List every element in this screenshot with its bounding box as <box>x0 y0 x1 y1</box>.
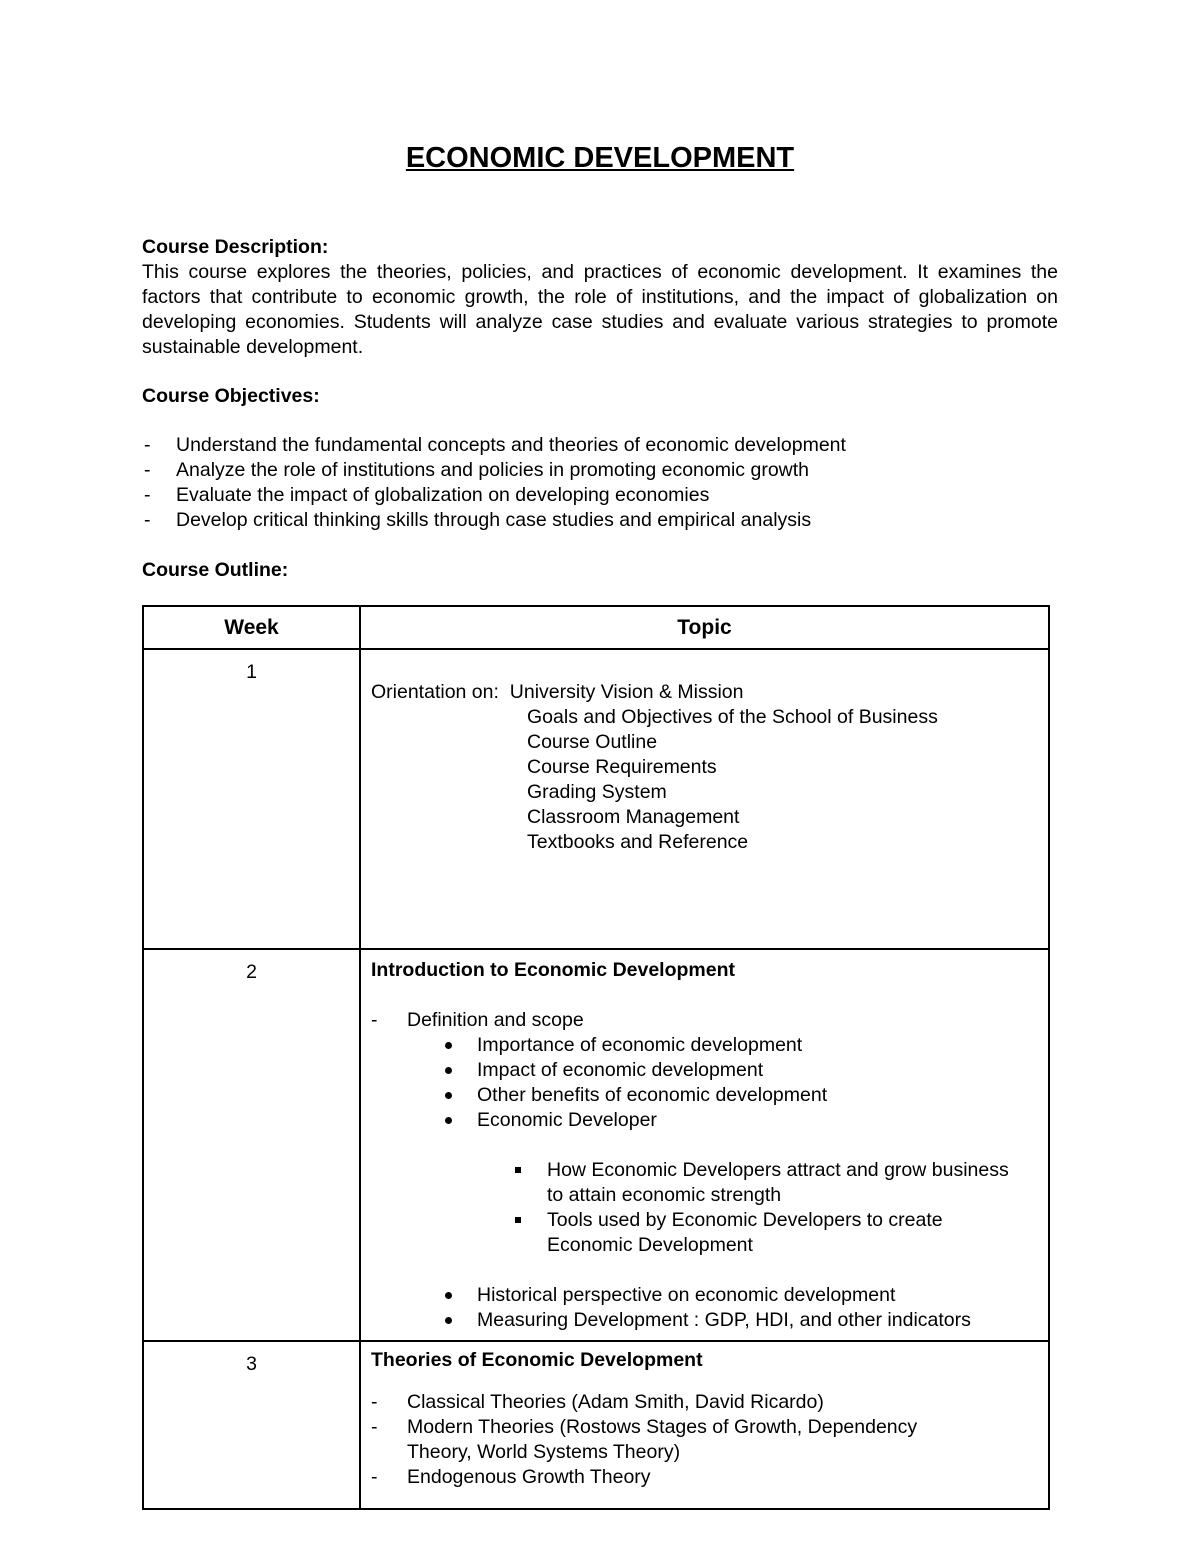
bullet-text: Historical perspective on economic development <box>477 1284 896 1306</box>
list-item <box>142 458 846 483</box>
dash-item <box>371 1465 1044 1490</box>
orientation-item: Course Outline <box>527 731 658 753</box>
week-number: 1 <box>143 649 360 949</box>
orientation-item: University Vision & Mission <box>509 681 744 703</box>
dash-marker: - <box>371 1416 378 1438</box>
week-column-header: Week <box>143 606 360 649</box>
bullet-text: Economic Developer <box>477 1109 657 1131</box>
bullet-item <box>371 1083 1044 1108</box>
table-row <box>143 949 1049 1341</box>
bullet-item <box>371 1308 1044 1333</box>
objectives-list <box>142 433 846 533</box>
orientation-item: Goals and Objectives of the School of Business <box>527 706 938 728</box>
objective-text: Develop critical thinking skills through case studies and empirical analysis <box>176 509 812 531</box>
bullet-text: Importance of economic development <box>477 1034 803 1056</box>
course-description-text: This course explores the theories, policies, and practices of economic development. It examines the factors that contribute to economic growth, the role of institutions, and the impact of globalization on developing economies. Students will analyze case studies and evaluate various strategies to promote sustainable development. <box>142 261 1058 358</box>
dash-marker: - <box>371 1009 378 1031</box>
sub-bullet-text: How Economic Developers attract and grow business to attain economic strength <box>547 1159 1009 1206</box>
orientation-item: Textbooks and Reference <box>527 831 749 853</box>
bullet-item <box>371 1033 1044 1058</box>
dash-marker: - <box>144 509 151 531</box>
list-item <box>142 433 846 458</box>
dash-item <box>371 1390 1044 1415</box>
topic-title: Theories of Economic Development <box>371 1349 703 1371</box>
dash-item-text: Modern Theories (Rostows Stages of Growth, Dependency <box>407 1416 918 1438</box>
dash-marker: - <box>371 1466 378 1488</box>
dash-item <box>371 1415 1044 1440</box>
bullet-dot <box>445 1117 452 1124</box>
dash-marker: - <box>144 484 151 506</box>
orientation-line <box>371 680 1044 705</box>
dash-marker: - <box>144 434 151 456</box>
topic-cell <box>360 949 1049 1341</box>
table-row <box>143 649 1049 949</box>
bullet-dot <box>445 1092 452 1099</box>
orientation-item: Course Requirements <box>527 756 717 778</box>
bullet-dot <box>445 1292 452 1299</box>
document-title: ECONOMIC DEVELOPMENT <box>405 142 795 174</box>
bullet-dot <box>445 1042 452 1049</box>
dash-item-text: Classical Theories (Adam Smith, David Ricardo) <box>407 1391 824 1413</box>
dash-item-continuation <box>371 1440 1044 1465</box>
dash-item-text: Endogenous Growth Theory <box>407 1466 651 1488</box>
sub-bullet-text: Tools used by Economic Developers to create Economic Development <box>547 1209 943 1256</box>
bullet-text: Other benefits of economic development <box>477 1084 828 1106</box>
week-number: 2 <box>143 949 360 1341</box>
objective-text: Understand the fundamental concepts and theories of economic development <box>176 434 846 456</box>
list-item <box>142 508 846 533</box>
bullet-text: Impact of economic development <box>477 1059 764 1081</box>
dash-item <box>371 1008 1044 1033</box>
table-row <box>143 1341 1049 1509</box>
sub-bullet-item <box>371 1158 1027 1208</box>
sub-bullet-item <box>371 1208 1027 1258</box>
orientation-item: Classroom Management <box>527 806 740 828</box>
topic-cell <box>360 649 1049 949</box>
course-objectives-heading: Course Objectives: <box>142 385 320 407</box>
bullet-item <box>371 1108 1044 1133</box>
bullet-dot <box>445 1317 452 1324</box>
orientation-label: Orientation on: <box>371 681 499 703</box>
objective-text: Analyze the role of institutions and policies in promoting economic growth <box>176 459 810 481</box>
bullet-dot <box>445 1067 452 1074</box>
topic-title: Introduction to Economic Development <box>371 959 736 981</box>
bullet-item <box>371 1058 1044 1083</box>
bullet-item <box>371 1283 1044 1308</box>
topic-cell <box>360 1341 1049 1509</box>
orientation-item: Grading System <box>527 781 667 803</box>
course-outline-heading: Course Outline: <box>142 559 289 581</box>
objective-text: Evaluate the impact of globalization on developing economies <box>176 484 710 506</box>
week-number: 3 <box>143 1341 360 1509</box>
list-item <box>142 483 846 508</box>
dash-item-text: Theory, World Systems Theory) <box>407 1441 681 1463</box>
bullet-text: Measuring Development : GDP, HDI, and other indicators <box>477 1309 971 1331</box>
course-outline-table <box>142 605 1050 1510</box>
dash-marker: - <box>144 459 151 481</box>
topic-column-header: Topic <box>360 606 1049 649</box>
square-bullet <box>515 1167 521 1173</box>
dash-item-text: Definition and scope <box>407 1009 584 1031</box>
dash-marker: - <box>371 1391 378 1413</box>
table-header-row <box>143 606 1049 649</box>
square-bullet <box>515 1217 521 1223</box>
course-description-heading: Course Description: <box>142 236 329 258</box>
